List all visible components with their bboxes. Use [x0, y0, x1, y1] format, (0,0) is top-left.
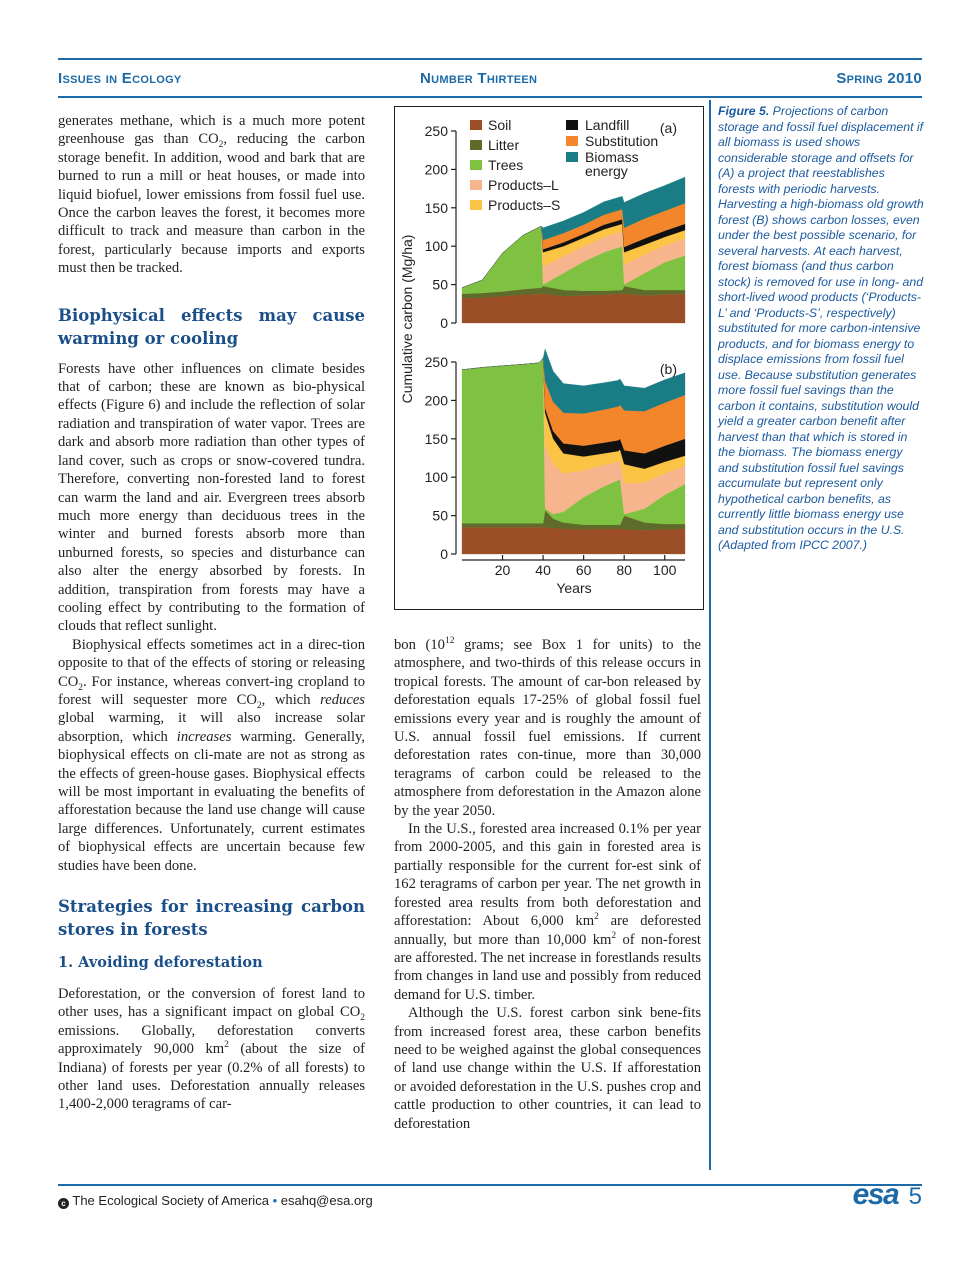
x-axis-title: Years: [556, 580, 592, 596]
x-tick-label: 80: [616, 562, 632, 578]
heading-biophysical: Biophysical effects may cause warming or cooling: [58, 305, 365, 348]
legend-label: Trees: [488, 157, 524, 173]
x-tick-label: 60: [575, 562, 592, 578]
x-tick-label: 100: [653, 562, 677, 578]
legend-swatch: [566, 152, 578, 162]
legend-swatch: [470, 140, 482, 150]
y-tick-label: 250: [424, 354, 448, 370]
paragraph-biophysical-1: Forests have other influences on climate besides that of carbon; these are known as bio-physical effects (Figure 6) and include the reflection of solar radiation and transpiration of water vapor. Trees are dark and absorb more radiation than other types of land cover, such as crops or snow-covered tundra. Therefore, converting non-forested land to forest can warm the land and air. Evergreen trees absorb much more energy than deciduous trees in the winter and burned forests absorb more than unburned forests, so species and disturbance can also alter the energy absorbed by forests. In addition, transpiration from forests may have a cooling effect by contributing to the formation of clouds that reflect sunlight.: [58, 360, 365, 635]
running-header-issue: Number Thirteen: [420, 70, 538, 87]
legend-label: Landfill: [585, 117, 630, 133]
panel-label-b: (b): [659, 361, 677, 377]
y-tick-label: 100: [424, 238, 448, 255]
footer-brand: [853, 1178, 922, 1212]
legend-label: Litter: [488, 137, 520, 153]
area-soil-panel-a: [462, 294, 685, 323]
legend-swatch: [470, 200, 482, 210]
y-tick-label: 150: [424, 199, 448, 216]
paragraph-biophysical-2: Biophysical effects sometimes act in a direc-tion opposite to that of the effects of storing or releasing $CO_2$. For instance, whereas convert-ing cropland to forest will sequester more $CO_2$, which reduces global warming, it will also increase solar absorption, which increases warming. Generally, biophysical effects on cli-mate are not as strong as the effects of green-house gases. Biophysical effects will be most important in evaluating the benefits of afforestation because the land use change will cause large differences. Unfortunately, current estimates of biophysical effects are uncertain because few studies have been done.: [58, 636, 365, 874]
heading-strategies: Strategies for increasing carbon stores in forests: [58, 897, 365, 940]
legend-swatch: [470, 180, 482, 190]
y-tick-label: 50: [432, 507, 448, 524]
running-header-journal: Issues in Ecology: [58, 70, 182, 87]
y-tick-label: 0: [440, 546, 448, 562]
paragraph-carbon-sink: Although the U.S. forest carbon sink bene-fits from increased forest area, these carbon benefits need to be weighed against the global consequences of land use change within the U.S. If afforestation or avoided deforestation in the U.S. pushes crop and cattle production to other countries, it can lead to deforestation: [394, 1005, 701, 1132]
figure-5: [394, 106, 704, 610]
y-tick-label: 0: [440, 315, 448, 331]
top-rule: [58, 58, 922, 60]
heading-avoiding-deforestation: 1. Avoiding deforestation: [58, 954, 263, 972]
y-tick-label: 200: [424, 161, 448, 178]
running-header-date: Spring 2010: [836, 70, 922, 87]
legend-label: Substitution: [585, 133, 659, 149]
x-tick-label: 40: [535, 562, 551, 578]
x-tick-label: 20: [494, 562, 511, 578]
footer-rule: [58, 1184, 922, 1186]
figure-5-caption: [718, 104, 924, 554]
text-column-middle: [394, 636, 701, 1133]
legend-label: Products–L: [488, 177, 559, 193]
header-rule: [58, 96, 922, 98]
y-tick-label: 200: [424, 392, 448, 409]
y-tick-label: 250: [424, 123, 448, 139]
caption-label: Figure 5.: [718, 104, 770, 118]
text-column-left: [58, 112, 365, 1114]
figure-5-chart: [395, 107, 703, 609]
footer-email[interactable]: esahq@esa.org: [280, 1193, 373, 1208]
area-soil-panel-b: [462, 527, 685, 554]
footer-credit: c The Ecological Society of America • esahq@esa.org: [58, 1193, 373, 1209]
legend-label: Products–S: [488, 197, 561, 213]
y-tick-label: 50: [432, 276, 448, 293]
caption-divider: [709, 100, 711, 1170]
legend-label: Soil: [488, 117, 512, 133]
panel-label-a: (a): [659, 120, 677, 136]
paragraph-deforestation-continued: bon ($10^{12}$ grams; see Box 1 for units) to the atmosphere, and two-thirds of this release occurs in tropical forests. The amount of car-bon released by deforestation equals 17-25% of global fossil fuel emissions every year and is roughly the amount of U.S. annual fossil fuel emissions. If current deforestation rates con-tinue, more than 30,000 teragrams of carbon could be released to the atmosphere from deforestation in the Amazon alone by the year 2050.: [394, 636, 701, 819]
page-number: 5: [908, 1183, 922, 1210]
paragraph-intro: generates methane, which is a much more potent greenhouse gas than $CO_2$, reducing the carbon storage benefit. In addition, wood and bark that are burned to run a mill or heat houses, or made into liquid biofuel, lower emissions from fossil fuel use. Once the carbon leaves the forest, it becomes more difficult to track and measure than carbon in the forest, particularly because imports and exports must then be tracked.: [58, 113, 365, 277]
footer-society: The Ecological Society of America: [72, 1193, 269, 1208]
copyright-icon: c: [58, 1198, 69, 1209]
legend-label: Biomass energy: [585, 149, 639, 179]
esa-logo: esa: [852, 1178, 899, 1211]
caption-text: Projections of carbon storage and fossil fuel displacement if all biomass is used shows considerable storage and offsets for (A) a project that reestablishes forests with periodic harvests. Harvesting a high-biomass old growth forest (B) shows carbon losses, even under the best possible scenario, for several harvests. At each harvest, forest biomass (and thus carbon stock) is removed for use in long- and short-lived wood products (‘Products-L’ and ‘Products-S’, respectively) substituted for more carbon-intensive products, and for biomass energy to displace emissions from fossil fuel use. Because substitution generates more fossil fuel savings than the carbon it contains, substitution would yield a greater carbon benefit after harvest than that which is stored in the biomass. The biomass energy and substitution fossil fuel savings accumulate but represent only hypothetical carbon benefits, as currently little biomass energy use and substitution occurs in the U.S. (Adapted from IPCC 2007.): [718, 104, 924, 552]
legend-swatch: [470, 160, 482, 170]
y-tick-label: 150: [424, 430, 448, 447]
y-tick-label: 100: [424, 469, 448, 486]
paragraph-deforestation: Deforestation, or the conversion of forest land to other uses, has a significant impact on global $CO_2$ emissions. Globally, deforestation converts approximately 90,000 $km^2$ (about the size of Indiana) of forests per year (0.2% of all forests) to other land uses. Deforestation annually releases 1,400-2,000 teragrams of car-: [58, 986, 365, 1113]
paragraph-us-forests: In the U.S., forested area increased 0.1% per year from 2000-2005, and this gain in forested area is partially responsible for the current for-est sink of 162 teragrams of carbon per year. The net growth in forested area results from both deforestation and afforestation: About 6,000 $km^2$ are deforested annually, but more than 10,000 $km^2$ of non-forest are afforested. The net increase in forestlands results from changes in land use and possibly from reduced demand for U.S. timber.: [394, 821, 701, 1003]
legend-swatch: [566, 120, 578, 130]
legend-swatch: [470, 120, 482, 130]
y-axis-title: Cumulative carbon (Mg/ha): [399, 234, 415, 404]
legend-swatch: [566, 136, 578, 146]
